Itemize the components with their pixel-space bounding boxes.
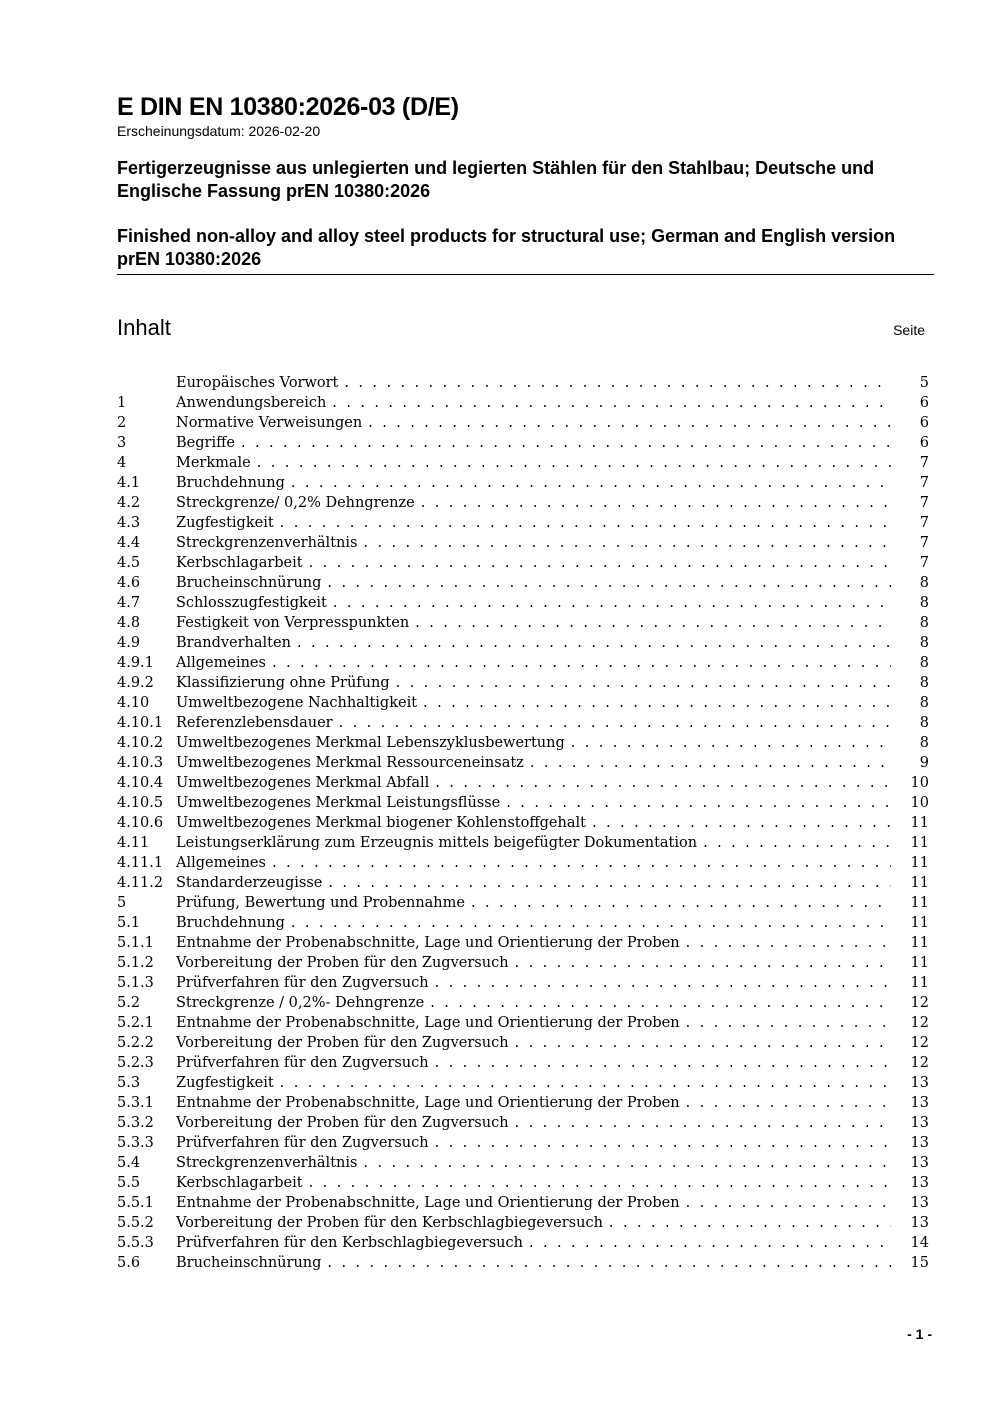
toc-entry-title: Standarderzeugisse xyxy=(176,875,323,891)
toc-entry-number: 4.9.1 xyxy=(117,655,154,671)
toc-entry-page: 8 xyxy=(919,655,929,671)
toc-entry-title: Streckgrenzenverhältnis xyxy=(176,535,358,551)
toc-entry-page: 14 xyxy=(910,1235,929,1251)
toc-entry-page: 8 xyxy=(919,675,929,691)
toc-entry-title: Brucheinschnürung xyxy=(176,575,322,591)
toc-entry[interactable] xyxy=(117,493,929,513)
toc-entry-page: 11 xyxy=(910,815,929,831)
toc-entry-number: 5.3.2 xyxy=(117,1115,154,1131)
toc-entry[interactable] xyxy=(117,1113,929,1133)
toc-entry-number: 4.11 xyxy=(117,835,150,851)
toc-entry-page: 5 xyxy=(919,375,929,391)
toc-entry-number: 4.8 xyxy=(117,615,141,631)
header-divider xyxy=(117,274,934,275)
toc-dot-leader xyxy=(280,513,891,533)
toc-dot-leader xyxy=(363,1153,891,1173)
document-header xyxy=(117,92,934,271)
toc-entry-number: 5.1.2 xyxy=(117,955,154,971)
toc-entry-page: 12 xyxy=(910,1035,929,1051)
toc-entry-number: 5.5 xyxy=(117,1175,141,1191)
toc-entry-page: 11 xyxy=(910,835,929,851)
toc-entry-number: 4.10.5 xyxy=(117,795,164,811)
toc-entry-title: Entnahme der Probenabschnitte, Lage und Orientierung der Proben xyxy=(176,1095,680,1111)
toc-entry[interactable] xyxy=(117,913,929,933)
toc-entry-number: 5 xyxy=(117,895,127,911)
toc-dot-leader xyxy=(309,553,891,573)
toc-dot-leader xyxy=(291,913,891,933)
toc-entry[interactable] xyxy=(117,1053,929,1073)
toc-entry-title: Allgemeines xyxy=(176,855,266,871)
toc-entry[interactable] xyxy=(117,993,929,1013)
toc-entry-page: 13 xyxy=(910,1175,929,1191)
toc-entry[interactable] xyxy=(117,933,929,953)
toc-entry-number: 4.6 xyxy=(117,575,141,591)
toc-entry-number: 4.3 xyxy=(117,515,141,531)
toc-entry-page: 7 xyxy=(919,475,929,491)
toc-entry-number: 5.3.3 xyxy=(117,1135,154,1151)
toc-dot-leader xyxy=(471,893,891,913)
toc-entry-page: 7 xyxy=(919,535,929,551)
toc-heading: Inhalt xyxy=(117,315,171,340)
table-of-contents xyxy=(117,373,929,1273)
toc-entry-page: 7 xyxy=(919,555,929,571)
toc-entry[interactable] xyxy=(117,373,929,393)
toc-entry-page: 7 xyxy=(919,495,929,511)
toc-entry-number: 4.1 xyxy=(117,475,141,491)
toc-entry-title: Vorbereitung der Proben für den Zugversuch xyxy=(176,1035,509,1051)
toc-entry-page: 15 xyxy=(910,1255,929,1271)
toc-entry-page: 11 xyxy=(910,875,929,891)
toc-entry-number: 4.10.4 xyxy=(117,775,164,791)
toc-entry-title: Umweltbezogenes Merkmal Abfall xyxy=(176,775,430,791)
toc-entry-number: 5.2.2 xyxy=(117,1035,154,1051)
toc-entry[interactable] xyxy=(117,1033,929,1053)
toc-entry[interactable] xyxy=(117,693,929,713)
toc-entry[interactable] xyxy=(117,1093,929,1113)
toc-entry[interactable] xyxy=(117,893,929,913)
toc-dot-leader xyxy=(396,673,891,693)
toc-entry[interactable] xyxy=(117,573,929,593)
toc-entry-page: 13 xyxy=(910,1095,929,1111)
toc-entry[interactable] xyxy=(117,713,929,733)
toc-entry-title: Zugfestigkeit xyxy=(176,1075,274,1091)
toc-entry[interactable] xyxy=(117,773,929,793)
toc-dot-leader xyxy=(280,1073,891,1093)
toc-entry-number: 5.1.1 xyxy=(117,935,154,951)
toc-entry-title: Streckgrenzenverhältnis xyxy=(176,1155,358,1171)
toc-dot-leader xyxy=(435,973,891,993)
toc-entry[interactable] xyxy=(117,593,929,613)
toc-dot-leader xyxy=(592,813,891,833)
toc-entry-page: 7 xyxy=(919,515,929,531)
toc-entry-title: Anwendungsbereich xyxy=(176,395,327,411)
toc-dot-leader xyxy=(309,1173,891,1193)
toc-entry-page: 10 xyxy=(910,775,929,791)
toc-entry-number: 4.10.6 xyxy=(117,815,164,831)
toc-entry-title: Umweltbezogenes Merkmal Leistungsflüsse xyxy=(176,795,501,811)
toc-entry-page: 6 xyxy=(919,415,929,431)
toc-dot-leader xyxy=(241,433,891,453)
toc-entry-title: Brandverhalten xyxy=(176,635,291,651)
toc-dot-leader xyxy=(368,413,891,433)
toc-entry[interactable] xyxy=(117,973,929,993)
toc-entry-page: 13 xyxy=(910,1135,929,1151)
toc-entry-number: 4.11.1 xyxy=(117,855,164,871)
toc-entry-number: 5.2.1 xyxy=(117,1015,154,1031)
toc-entry[interactable] xyxy=(117,1013,929,1033)
toc-entry-number: 1 xyxy=(117,395,127,411)
toc-dot-leader xyxy=(423,693,891,713)
toc-entry-page: 11 xyxy=(910,955,929,971)
toc-dot-leader xyxy=(435,773,891,793)
toc-dot-leader xyxy=(571,733,891,753)
toc-entry-page: 7 xyxy=(919,455,929,471)
toc-entry-title: Vorbereitung der Proben für den Zugversuch xyxy=(176,955,509,971)
toc-entry-page: 12 xyxy=(910,1015,929,1031)
toc-entry[interactable] xyxy=(117,1253,929,1273)
toc-entry-page: 13 xyxy=(910,1195,929,1211)
toc-entry-title: Entnahme der Probenabschnitte, Lage und Orientierung der Proben xyxy=(176,935,680,951)
toc-entry-number: 4 xyxy=(117,455,127,471)
toc-entry-title: Prüfung, Bewertung und Probennahme xyxy=(176,895,465,911)
toc-dot-leader xyxy=(421,493,891,513)
toc-entry-title: Umweltbezogene Nachhaltigkeit xyxy=(176,695,418,711)
toc-entry-title: Festigkeit von Verpresspunkten xyxy=(176,615,410,631)
toc-entry-page: 13 xyxy=(910,1155,929,1171)
toc-entry-page: 13 xyxy=(910,1075,929,1091)
toc-entry-title: Streckgrenze/ 0,2% Dehngrenze xyxy=(176,495,415,511)
toc-dot-leader xyxy=(506,793,891,813)
toc-entry-title: Umweltbezogenes Merkmal biogener Kohlenstoffgehalt xyxy=(176,815,586,831)
toc-entry-number: 5.3 xyxy=(117,1075,141,1091)
toc-entry-title: Bruchdehnung xyxy=(176,475,285,491)
toc-entry-page: 11 xyxy=(910,855,929,871)
toc-entry[interactable] xyxy=(117,833,929,853)
toc-entry-page: 11 xyxy=(910,915,929,931)
toc-entry-number: 4.2 xyxy=(117,495,141,511)
toc-dot-leader xyxy=(333,593,891,613)
toc-entry-number: 5.5.1 xyxy=(117,1195,154,1211)
toc-entry-title: Prüfverfahren für den Zugversuch xyxy=(176,975,429,991)
toc-dot-leader xyxy=(257,453,891,473)
toc-entry[interactable] xyxy=(117,953,929,973)
toc-entry[interactable] xyxy=(117,1073,929,1093)
toc-entry-page: 11 xyxy=(910,975,929,991)
toc-entry[interactable] xyxy=(117,393,929,413)
toc-entry-title: Allgemeines xyxy=(176,655,266,671)
toc-dot-leader xyxy=(297,633,891,653)
toc-entry-number: 5.5.2 xyxy=(117,1215,154,1231)
toc-entry-number: 4.10 xyxy=(117,695,150,711)
toc-entry-title: Klassifizierung ohne Prüfung xyxy=(176,675,390,691)
toc-entry-number: 4.10.2 xyxy=(117,735,164,751)
toc-dot-leader xyxy=(529,1233,891,1253)
toc-entry[interactable] xyxy=(117,1133,929,1153)
toc-entry-page: 8 xyxy=(919,635,929,651)
toc-entry-page: 11 xyxy=(910,935,929,951)
toc-entry-title: Normative Verweisungen xyxy=(176,415,363,431)
toc-entry[interactable] xyxy=(117,813,929,833)
toc-dot-leader xyxy=(435,1133,891,1153)
toc-entry-title: Merkmale xyxy=(176,455,251,471)
toc-entry[interactable] xyxy=(117,853,929,873)
toc-entry-title: Vorbereitung der Proben für den Kerbschlagbiegeversuch xyxy=(176,1215,603,1231)
toc-dot-leader xyxy=(435,1053,891,1073)
toc-entry-number: 2 xyxy=(117,415,127,431)
toc-entry-page: 8 xyxy=(919,715,929,731)
toc-dot-leader xyxy=(686,1193,891,1213)
toc-entry-number: 5.1.3 xyxy=(117,975,154,991)
toc-dot-leader xyxy=(332,393,891,413)
toc-entry[interactable] xyxy=(117,513,929,533)
toc-entry[interactable] xyxy=(117,533,929,553)
toc-entry[interactable] xyxy=(117,553,929,573)
toc-entry-number: 4.5 xyxy=(117,555,141,571)
toc-entry-page: 8 xyxy=(919,735,929,751)
toc-dot-leader xyxy=(328,873,891,893)
toc-entry-title: Bruchdehnung xyxy=(176,915,285,931)
toc-entry-number: 4.10.1 xyxy=(117,715,164,731)
toc-dot-leader xyxy=(327,1253,891,1273)
toc-entry-title: Prüfverfahren für den Zugversuch xyxy=(176,1055,429,1071)
toc-entry-number: 5.2 xyxy=(117,995,141,1011)
toc-entry-page: 8 xyxy=(919,575,929,591)
toc-entry-number: 4.4 xyxy=(117,535,141,551)
document-id: E DIN EN 10380:2026-03 (D/E) xyxy=(117,93,459,121)
toc-entry-title: Kerbschlagarbeit xyxy=(176,555,303,571)
toc-entry-title: Kerbschlagarbeit xyxy=(176,1175,303,1191)
toc-dot-leader xyxy=(703,833,891,853)
toc-entry-number: 4.9.2 xyxy=(117,675,154,691)
toc-entry[interactable] xyxy=(117,873,929,893)
toc-entry[interactable] xyxy=(117,1173,929,1193)
toc-entry-title: Prüfverfahren für den Zugversuch xyxy=(176,1135,429,1151)
toc-dot-leader xyxy=(530,753,891,773)
toc-entry-title: Brucheinschnürung xyxy=(176,1255,322,1271)
toc-entry-title: Umweltbezogenes Merkmal Ressourceneinsatz xyxy=(176,755,524,771)
toc-entry[interactable] xyxy=(117,673,929,693)
toc-entry-number: 4.10.3 xyxy=(117,755,164,771)
toc-entry-number: 5.5.3 xyxy=(117,1235,154,1251)
toc-entry-page: 13 xyxy=(910,1115,929,1131)
toc-entry-page: 8 xyxy=(919,595,929,611)
toc-entry-number: 5.2.3 xyxy=(117,1055,154,1071)
toc-entry-page: 12 xyxy=(910,995,929,1011)
toc-entry-title: Zugfestigkeit xyxy=(176,515,274,531)
toc-entry[interactable] xyxy=(117,633,929,653)
toc-dot-leader xyxy=(515,953,891,973)
toc-dot-leader xyxy=(344,373,891,393)
toc-entry-page: 6 xyxy=(919,395,929,411)
toc-entry-number: 5.4 xyxy=(117,1155,141,1171)
toc-entry-number: 4.9 xyxy=(117,635,141,651)
toc-entry-page: 10 xyxy=(910,795,929,811)
toc-entry[interactable] xyxy=(117,1233,929,1253)
toc-entry-number: 4.7 xyxy=(117,595,141,611)
toc-entry[interactable] xyxy=(117,473,929,493)
toc-dot-leader xyxy=(291,473,891,493)
toc-entry[interactable] xyxy=(117,793,929,813)
toc-entry-number: 5.1 xyxy=(117,915,141,931)
toc-dot-leader xyxy=(363,533,891,553)
toc-dot-leader xyxy=(686,933,891,953)
toc-entry-page: 12 xyxy=(910,1055,929,1071)
toc-entry-title: Begriffe xyxy=(176,435,235,451)
toc-dot-leader xyxy=(327,573,891,593)
toc-entry-page: 9 xyxy=(919,755,929,771)
toc-entry-page: 8 xyxy=(919,695,929,711)
toc-dot-leader xyxy=(686,1093,891,1113)
toc-entry[interactable] xyxy=(117,613,929,633)
toc-entry[interactable] xyxy=(117,1153,929,1173)
toc-entry-number: 3 xyxy=(117,435,127,451)
toc-entry[interactable] xyxy=(117,1213,929,1233)
title-english: Finished non-alloy and alloy steel products for structural use; German and English version prEN 10380:2026 xyxy=(117,226,896,269)
toc-dot-leader xyxy=(339,713,891,733)
toc-entry-page: 8 xyxy=(919,615,929,631)
toc-dot-leader xyxy=(415,613,891,633)
toc-dot-leader xyxy=(609,1213,891,1233)
toc-dot-leader xyxy=(430,993,891,1013)
toc-entry-page: 11 xyxy=(910,895,929,911)
toc-entry-title: Vorbereitung der Proben für den Zugversuch xyxy=(176,1115,509,1131)
page-number: - 1 - xyxy=(907,1326,932,1342)
toc-entry-page: 13 xyxy=(910,1215,929,1231)
toc-entry[interactable] xyxy=(117,653,929,673)
toc-entry-title: Prüfverfahren für den Kerbschlagbiegeversuch xyxy=(176,1235,523,1251)
toc-dot-leader xyxy=(515,1113,891,1133)
title-german: Fertigerzeugnisse aus unlegierten und legierten Stählen für den Stahlbau; Deutsche und Englische Fassung prEN 10380:2026 xyxy=(117,158,875,201)
toc-entry-title: Europäisches Vorwort xyxy=(176,375,339,391)
publication-date: Erscheinungsdatum: 2026-02-20 xyxy=(117,123,321,139)
toc-entry[interactable] xyxy=(117,753,929,773)
toc-entry-page: 6 xyxy=(919,435,929,451)
toc-entry-title: Streckgrenze / 0,2%- Dehngrenze xyxy=(176,995,425,1011)
toc-page-column-label: Seite xyxy=(893,322,925,338)
toc-entry-title: Schlosszugfestigkeit xyxy=(176,595,327,611)
toc-entry-number: 5.3.1 xyxy=(117,1095,154,1111)
toc-entry-title: Leistungserklärung zum Erzeugnis mittels beigefügter Dokumentation xyxy=(176,835,698,851)
toc-dot-leader xyxy=(686,1013,891,1033)
toc-entry[interactable] xyxy=(117,453,929,473)
toc-entry-title: Entnahme der Probenabschnitte, Lage und Orientierung der Proben xyxy=(176,1015,680,1031)
toc-dot-leader xyxy=(272,853,891,873)
toc-entry[interactable] xyxy=(117,433,929,453)
toc-entry-title: Umweltbezogenes Merkmal Lebenszyklusbewertung xyxy=(176,735,565,751)
toc-entry-title: Entnahme der Probenabschnitte, Lage und Orientierung der Proben xyxy=(176,1195,680,1211)
toc-entry-title: Referenzlebensdauer xyxy=(176,715,333,731)
toc-dot-leader xyxy=(515,1033,891,1053)
toc-entry[interactable] xyxy=(117,733,929,753)
toc-entry[interactable] xyxy=(117,413,929,433)
toc-entry-number: 5.6 xyxy=(117,1255,141,1271)
toc-entry[interactable] xyxy=(117,1193,929,1213)
toc-entry-number: 4.11.2 xyxy=(117,875,164,891)
toc-dot-leader xyxy=(272,653,891,673)
